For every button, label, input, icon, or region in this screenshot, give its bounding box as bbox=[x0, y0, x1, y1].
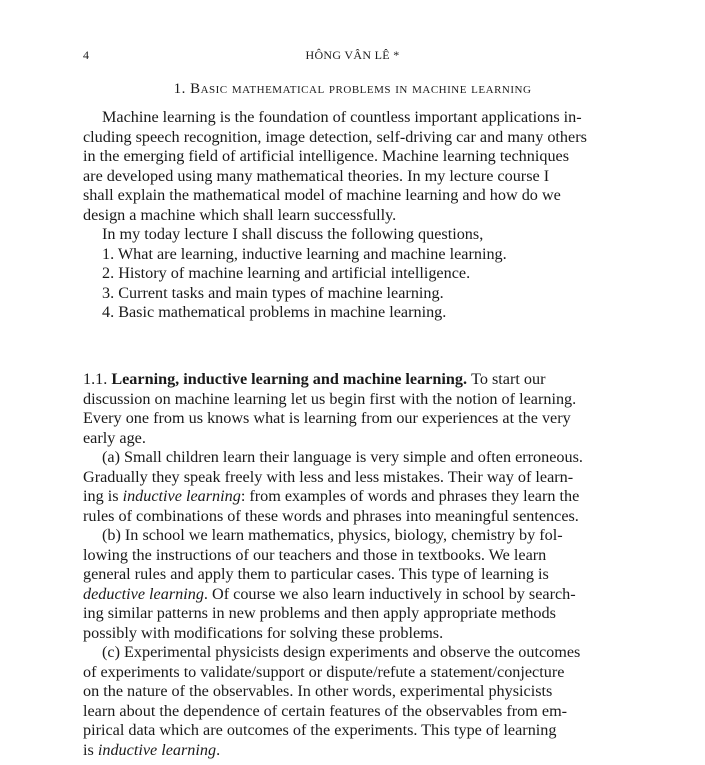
section-title: 1. Basic mathematical problems in machine learning bbox=[173, 81, 532, 97]
text-line bbox=[83, 585, 622, 605]
text-line: shall explain the mathematical model of machine learning and how do we bbox=[83, 186, 561, 204]
subsection-number: 1.1. bbox=[83, 370, 108, 388]
emphasis: inductive learning bbox=[122, 487, 241, 505]
question-item: 2. History of machine learning and artificial intelligence. bbox=[102, 264, 471, 282]
text-line: (c) Experimental physicists design experiments and observe the outcomes bbox=[102, 643, 581, 661]
text-line: cluding speech recognition, image detection, self-driving car and many others bbox=[83, 127, 587, 146]
question-item: 1. What are learning, inductive learning and machine learning. bbox=[102, 244, 507, 263]
text-line: of experiments to validate/support or dispute/refute a statement/conjecture bbox=[83, 662, 565, 681]
text-run: is bbox=[83, 740, 98, 759]
text-run: . Of course we also learn inductively in school by search- bbox=[203, 584, 576, 603]
text-line: (b) In school we learn mathematics, physics, biology, chemistry by fol- bbox=[102, 526, 563, 544]
text-line: rules of combinations of these words and phrases into meaningful sentences. bbox=[83, 506, 579, 525]
emphasis: inductive learning bbox=[97, 740, 217, 759]
subsection-heading-line bbox=[83, 370, 622, 390]
text-run: : from examples of words and phrases they learn the bbox=[240, 487, 580, 505]
text-line: on the nature of the observables. In other words, experimental physicists bbox=[83, 682, 553, 700]
text-line: discussion on machine learning let us begin first with the notion of learning. bbox=[83, 389, 577, 408]
intro-paragraph bbox=[83, 108, 622, 323]
question-item: 4. Basic mathematical problems in machine learning. bbox=[102, 303, 447, 321]
text-line: in the emerging field of artificial intelligence. Machine learning techniques bbox=[83, 147, 570, 165]
text-line: early age. bbox=[83, 428, 146, 447]
text-line: pirical data which are outcomes of the experiments. This type of learning bbox=[83, 721, 557, 739]
text-line: design a machine which shall learn successfully. bbox=[83, 205, 397, 224]
questions-lead: In my today lecture I shall discuss the following questions, bbox=[102, 225, 484, 243]
text-line: possibly with modifications for solving these problems. bbox=[83, 623, 444, 642]
page-number: 4 bbox=[83, 48, 89, 62]
text-line: learn about the dependence of certain features of the observables from em- bbox=[83, 701, 568, 720]
text-run: . bbox=[216, 740, 221, 759]
text-run: To start our bbox=[471, 370, 546, 388]
subsection-title: Learning, inductive learning and machine learning. bbox=[111, 370, 468, 388]
running-head: HÔNG VÂN LÊ * bbox=[305, 48, 400, 62]
subsection-paragraph bbox=[83, 370, 622, 760]
text-line: general rules and apply them to particular cases. This type of learning is bbox=[83, 565, 549, 583]
text-line bbox=[83, 741, 622, 761]
text-line: Every one from us knows what is learning from our experiences at the very bbox=[83, 409, 571, 427]
text-line bbox=[83, 487, 622, 507]
text-line: Machine learning is the foundation of countless important applications in- bbox=[102, 108, 582, 126]
text-line: lowing the instructions of our teachers and those in textbooks. We learn bbox=[83, 545, 547, 564]
text-line: are developed using many mathematical theories. In my lecture course I bbox=[83, 166, 550, 185]
question-item: 3. Current tasks and main types of machine learning. bbox=[102, 283, 444, 302]
emphasis: deductive learning bbox=[83, 584, 204, 603]
text-line: (a) Small children learn their language is very simple and often erroneous. bbox=[102, 448, 583, 466]
text-line: ing similar patterns in new problems and then apply appropriate methods bbox=[83, 604, 556, 622]
text-line: Gradually they speak freely with less and less mistakes. Their way of learn- bbox=[83, 467, 574, 486]
text-run: ing is bbox=[83, 487, 123, 505]
